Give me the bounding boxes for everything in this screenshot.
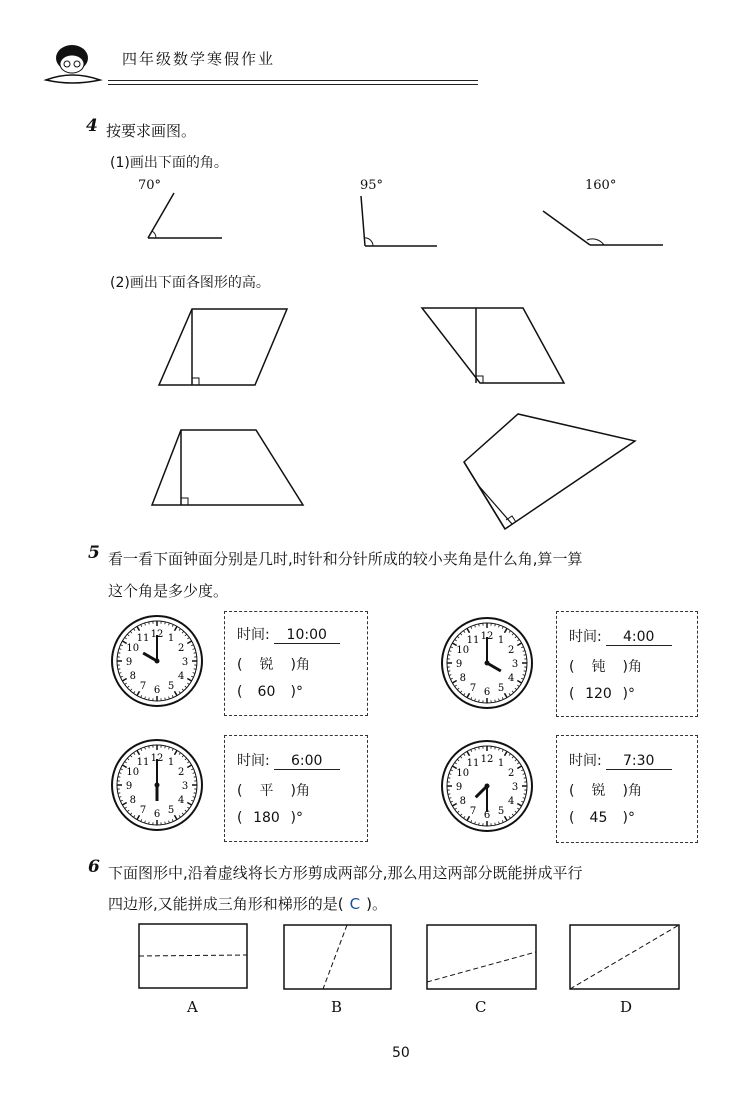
q5-line1: 看一看下面钟面分别是几时,时针和分针所成的较小夹角是什么角,算一算 [108,550,583,568]
dial-number: 3 [511,659,519,670]
dial-number: 5 [497,806,505,818]
dial-number: 8 [129,671,136,682]
time-answer: 7:30 [606,753,672,770]
page-header-title: 四年级数学寒假作业 [122,50,276,68]
dial-number: 11 [466,757,480,769]
paren-close: ) [290,684,296,700]
q4-part1: (1)画出下面的角。 [110,155,228,171]
dial-number: 11 [466,634,480,646]
paren-close: ) [290,810,296,826]
q6-line1: 下面图形中,沿着虚线将长方形剪成两部分,那么用这两部分既能拼成平行 [108,864,583,882]
dial-number: 1 [167,756,175,768]
angle-drawing-160 [540,205,670,250]
option-c-label: C [475,998,487,1016]
mascot-icon [38,40,108,90]
option-a-label: A [187,998,198,1016]
degrees-answer: 180 [253,810,280,826]
answer-box-1 [224,611,368,716]
angle-label-95: 95° [360,178,384,193]
paren-close: ) [290,657,296,673]
paren-open: ( [569,810,575,826]
dial-number: 3 [511,782,519,793]
q6-answer: C [349,895,361,913]
angle-drawing-70 [140,190,230,250]
time-label: 时间: [569,629,602,645]
dial-number: 8 [459,796,466,807]
answer-box-2 [556,611,698,717]
parallelogram-1 [155,305,295,395]
dial-number: 6 [153,809,161,820]
angle-type-answer: 平 [259,783,274,799]
paren-close: ) [622,686,628,702]
option-d-label: D [620,998,633,1016]
dial-number: 6 [483,687,491,698]
angle-suffix: 角 [627,659,642,675]
option-a-rectangle [138,923,248,989]
degree-suffix: ° [295,810,303,826]
dial-number: 4 [178,795,185,806]
parallelogram-2 [418,305,568,390]
paren-close: ) [622,810,628,826]
time-answer: 6:00 [274,753,340,770]
dial-number: 10 [126,767,140,778]
angle-label-70: 70° [138,178,162,193]
time-answer: 10:00 [274,627,340,644]
dial-number: 4 [508,796,515,807]
dial-number: 8 [459,673,466,684]
header-rule [108,80,478,81]
paren-open: ( [569,783,575,799]
dial-number: 9 [125,781,133,792]
dial-number: 5 [497,683,505,695]
time-label: 时间: [569,753,602,769]
dial-number: 7 [139,805,147,817]
q6-line2-before: 四边形,又能拼成三角形和梯形的是( [108,895,344,913]
option-c-rectangle [426,924,537,990]
header-rule-2 [108,84,478,85]
q4-part2: (2)画出下面各图形的高。 [110,275,270,291]
answer-box-3 [224,735,368,842]
q6-line2-after: )。 [366,895,387,913]
dial-number: 3 [181,781,189,792]
option-d-rectangle [569,924,680,990]
dial-number: 4 [508,673,515,684]
dial-number: 6 [153,685,161,696]
q5-line2: 这个角是多少度。 [108,582,229,600]
degree-suffix: ° [627,810,635,826]
dial-number: 5 [167,805,175,817]
dial-number: 2 [508,768,515,779]
paren-open: ( [569,659,575,675]
degrees-answer: 60 [257,684,276,700]
option-b-rectangle [283,924,392,990]
time-label: 时间: [237,753,270,769]
degree-suffix: ° [627,686,635,702]
clock-face-1 [110,614,204,708]
dial-number: 8 [129,795,136,806]
angle-suffix: 角 [627,783,642,799]
degrees-answer: 45 [589,810,608,826]
dial-number: 9 [125,657,133,668]
clock-face-4 [440,739,534,833]
q5-number: 5 [88,543,100,563]
angle-type-answer: 钝 [591,659,606,675]
time-label: 时间: [237,627,270,643]
dial-number: 9 [455,782,463,793]
paren-close: ) [622,659,628,675]
dial-number: 2 [178,767,185,778]
dial-number: 1 [497,634,505,646]
dial-number: 1 [167,632,175,644]
angle-type-answer: 锐 [591,783,606,799]
paren-open: ( [237,684,243,700]
dial-number: 9 [455,659,463,670]
angle-suffix: 角 [295,783,310,799]
page-number: 50 [392,1045,410,1061]
q4-title: 按要求画图。 [106,122,197,140]
paren-open: ( [237,783,243,799]
angle-drawing-95 [355,190,445,250]
paren-open: ( [237,810,243,826]
dial-number: 1 [497,757,505,769]
dial-number: 12 [150,753,164,764]
dial-number: 3 [181,657,189,668]
triangle [460,410,640,535]
dial-number: 10 [456,645,470,656]
dial-number: 7 [469,683,477,695]
clock-face-2 [440,616,534,710]
dial-number: 11 [136,756,150,768]
dial-number: 7 [139,681,147,693]
dial-number: 7 [469,806,477,818]
dial-number: 5 [167,681,175,693]
q6-number: 6 [88,857,100,877]
paren-close: ) [622,783,628,799]
angle-suffix: 角 [295,657,310,673]
answer-box-4 [556,735,698,843]
dial-number: 12 [480,754,494,765]
degrees-answer: 120 [585,686,612,702]
dial-number: 11 [136,632,150,644]
paren-close: ) [290,783,296,799]
angle-type-answer: 锐 [259,657,274,673]
option-b-label: B [331,998,343,1016]
dial-number: 2 [508,645,515,656]
angle-label-160: 160° [585,178,617,193]
dial-number: 4 [178,671,185,682]
dial-number: 6 [483,810,491,821]
dial-number: 10 [456,768,470,779]
degree-suffix: ° [295,684,303,700]
dial-number: 2 [178,643,185,654]
dial-number: 10 [126,643,140,654]
q6-line2 [108,893,387,914]
paren-open: ( [569,686,575,702]
dial-number: 12 [150,629,164,640]
clock-face-3 [110,738,204,832]
q4-number: 4 [86,116,98,136]
trapezoid [148,425,308,510]
paren-open: ( [237,657,243,673]
dial-number: 12 [480,631,494,642]
time-answer: 4:00 [606,629,672,646]
